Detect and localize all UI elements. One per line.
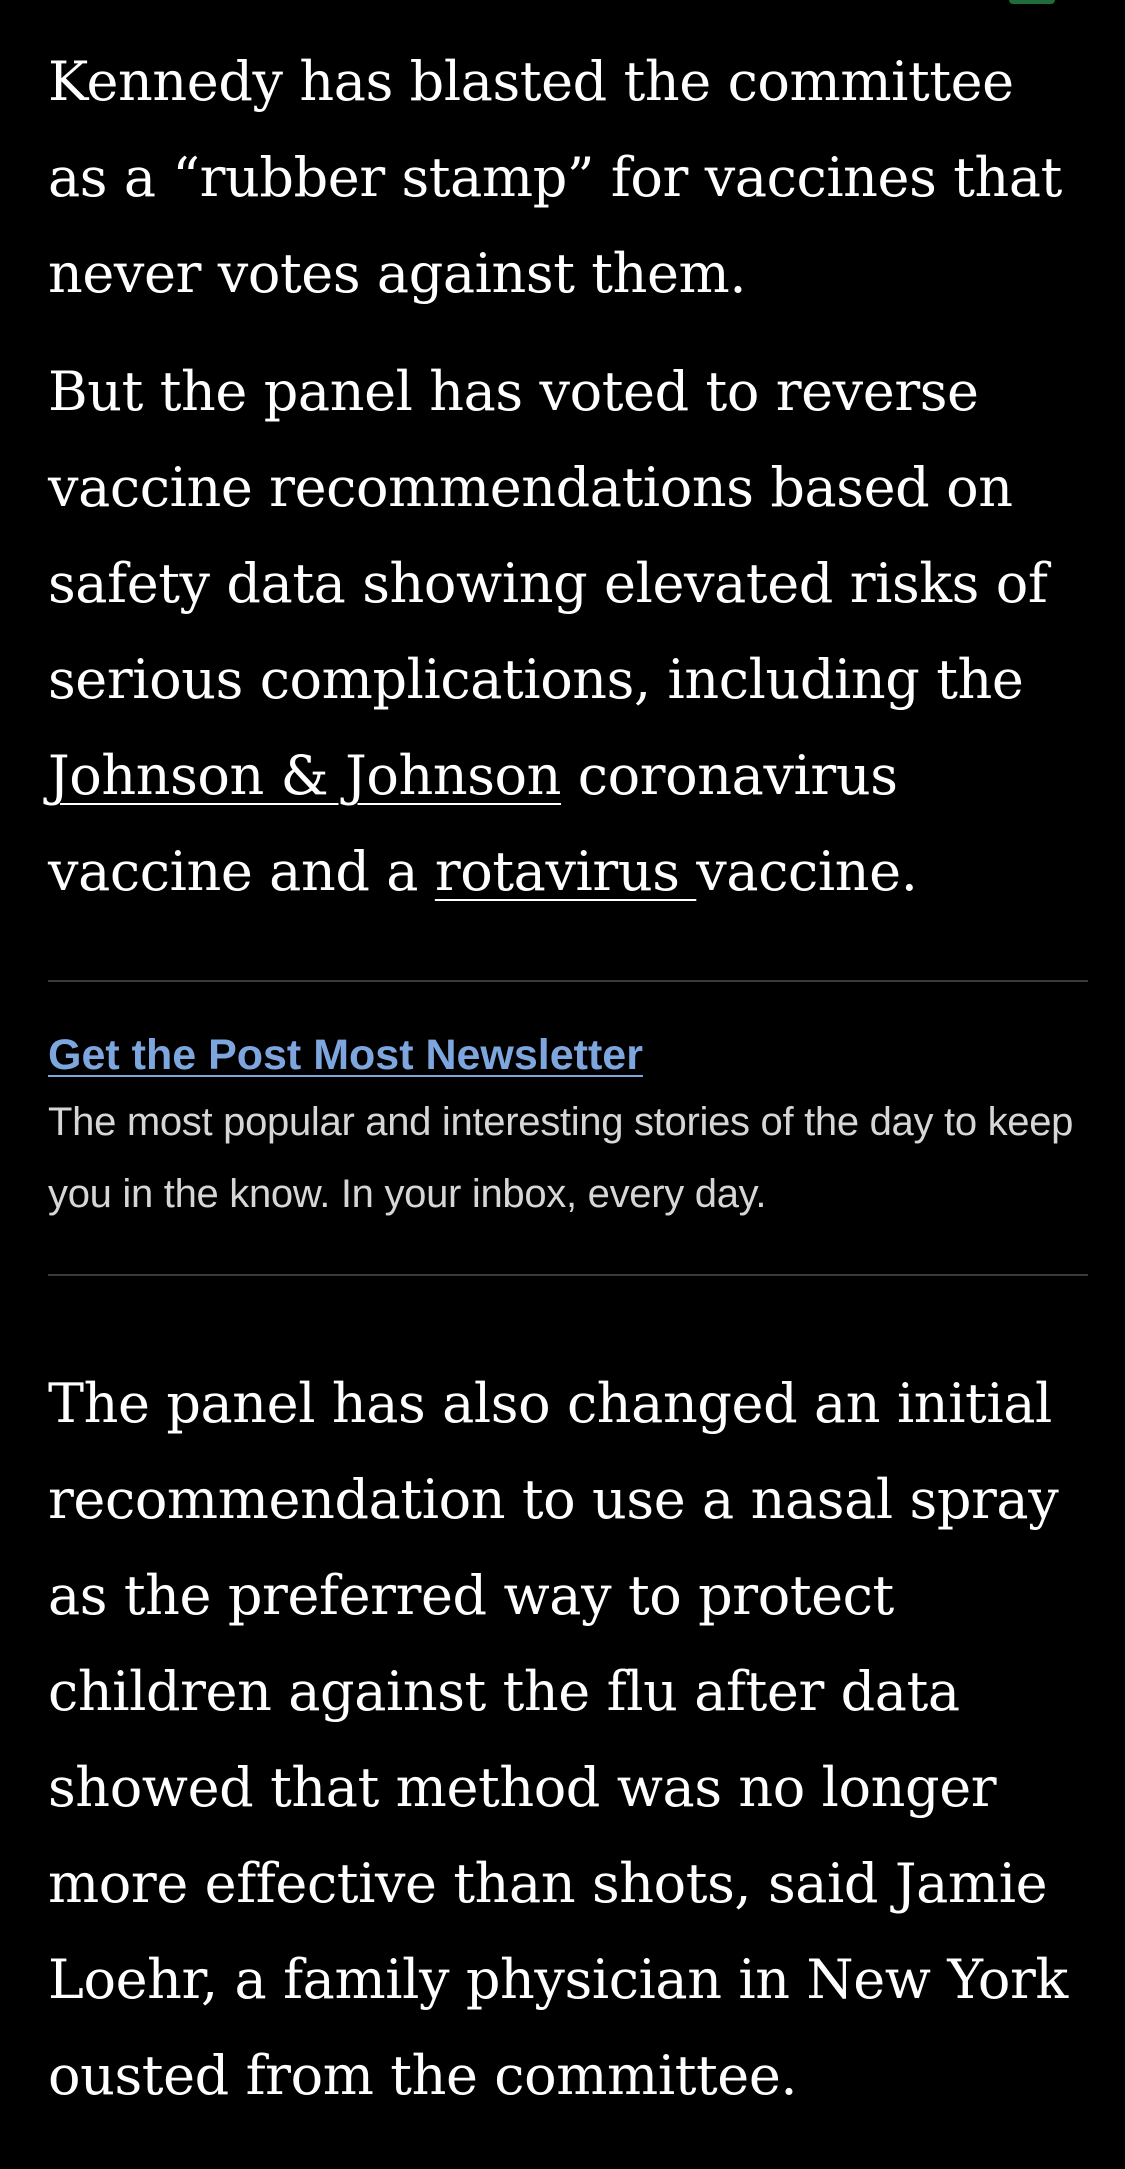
article-paragraph-2 — [48, 344, 1088, 920]
newsletter-signup-link[interactable]: Get the Post Most Newsletter — [48, 1031, 643, 1079]
paragraph-text: coronavirus vaccine and a — [48, 744, 898, 903]
paragraph-spacer — [48, 322, 1088, 344]
newsletter-description: The most popular and interesting stories of the day to keep you in the know. In your inbox, every day. — [48, 1100, 1074, 1216]
article-body — [48, 34, 1088, 2124]
newsletter-promo — [48, 980, 1088, 1276]
article-paragraph-1: Kennedy has blasted the committee as a “rubber stamp” for vaccines that never votes against them. — [48, 50, 1062, 305]
article-paragraph-3: The panel has also changed an initial recommendation to use a nasal spray as the preferred way to protect children against the flu after data showed that method was no longer more effective than shots, said Jamie Loehr, a family physician in New York ousted from the committee. — [48, 1372, 1068, 2107]
rotavirus-link[interactable]: rotavirus — [434, 840, 697, 903]
top-accent-bar — [1009, 0, 1055, 4]
paragraph-text: But the panel has voted to reverse vaccine recommendations based on safety data showing elevated risks of serious complications, including the — [48, 360, 1048, 711]
paragraph-text: vaccine. — [696, 840, 918, 903]
johnson-and-johnson-link[interactable]: Johnson & Johnson — [48, 744, 562, 807]
